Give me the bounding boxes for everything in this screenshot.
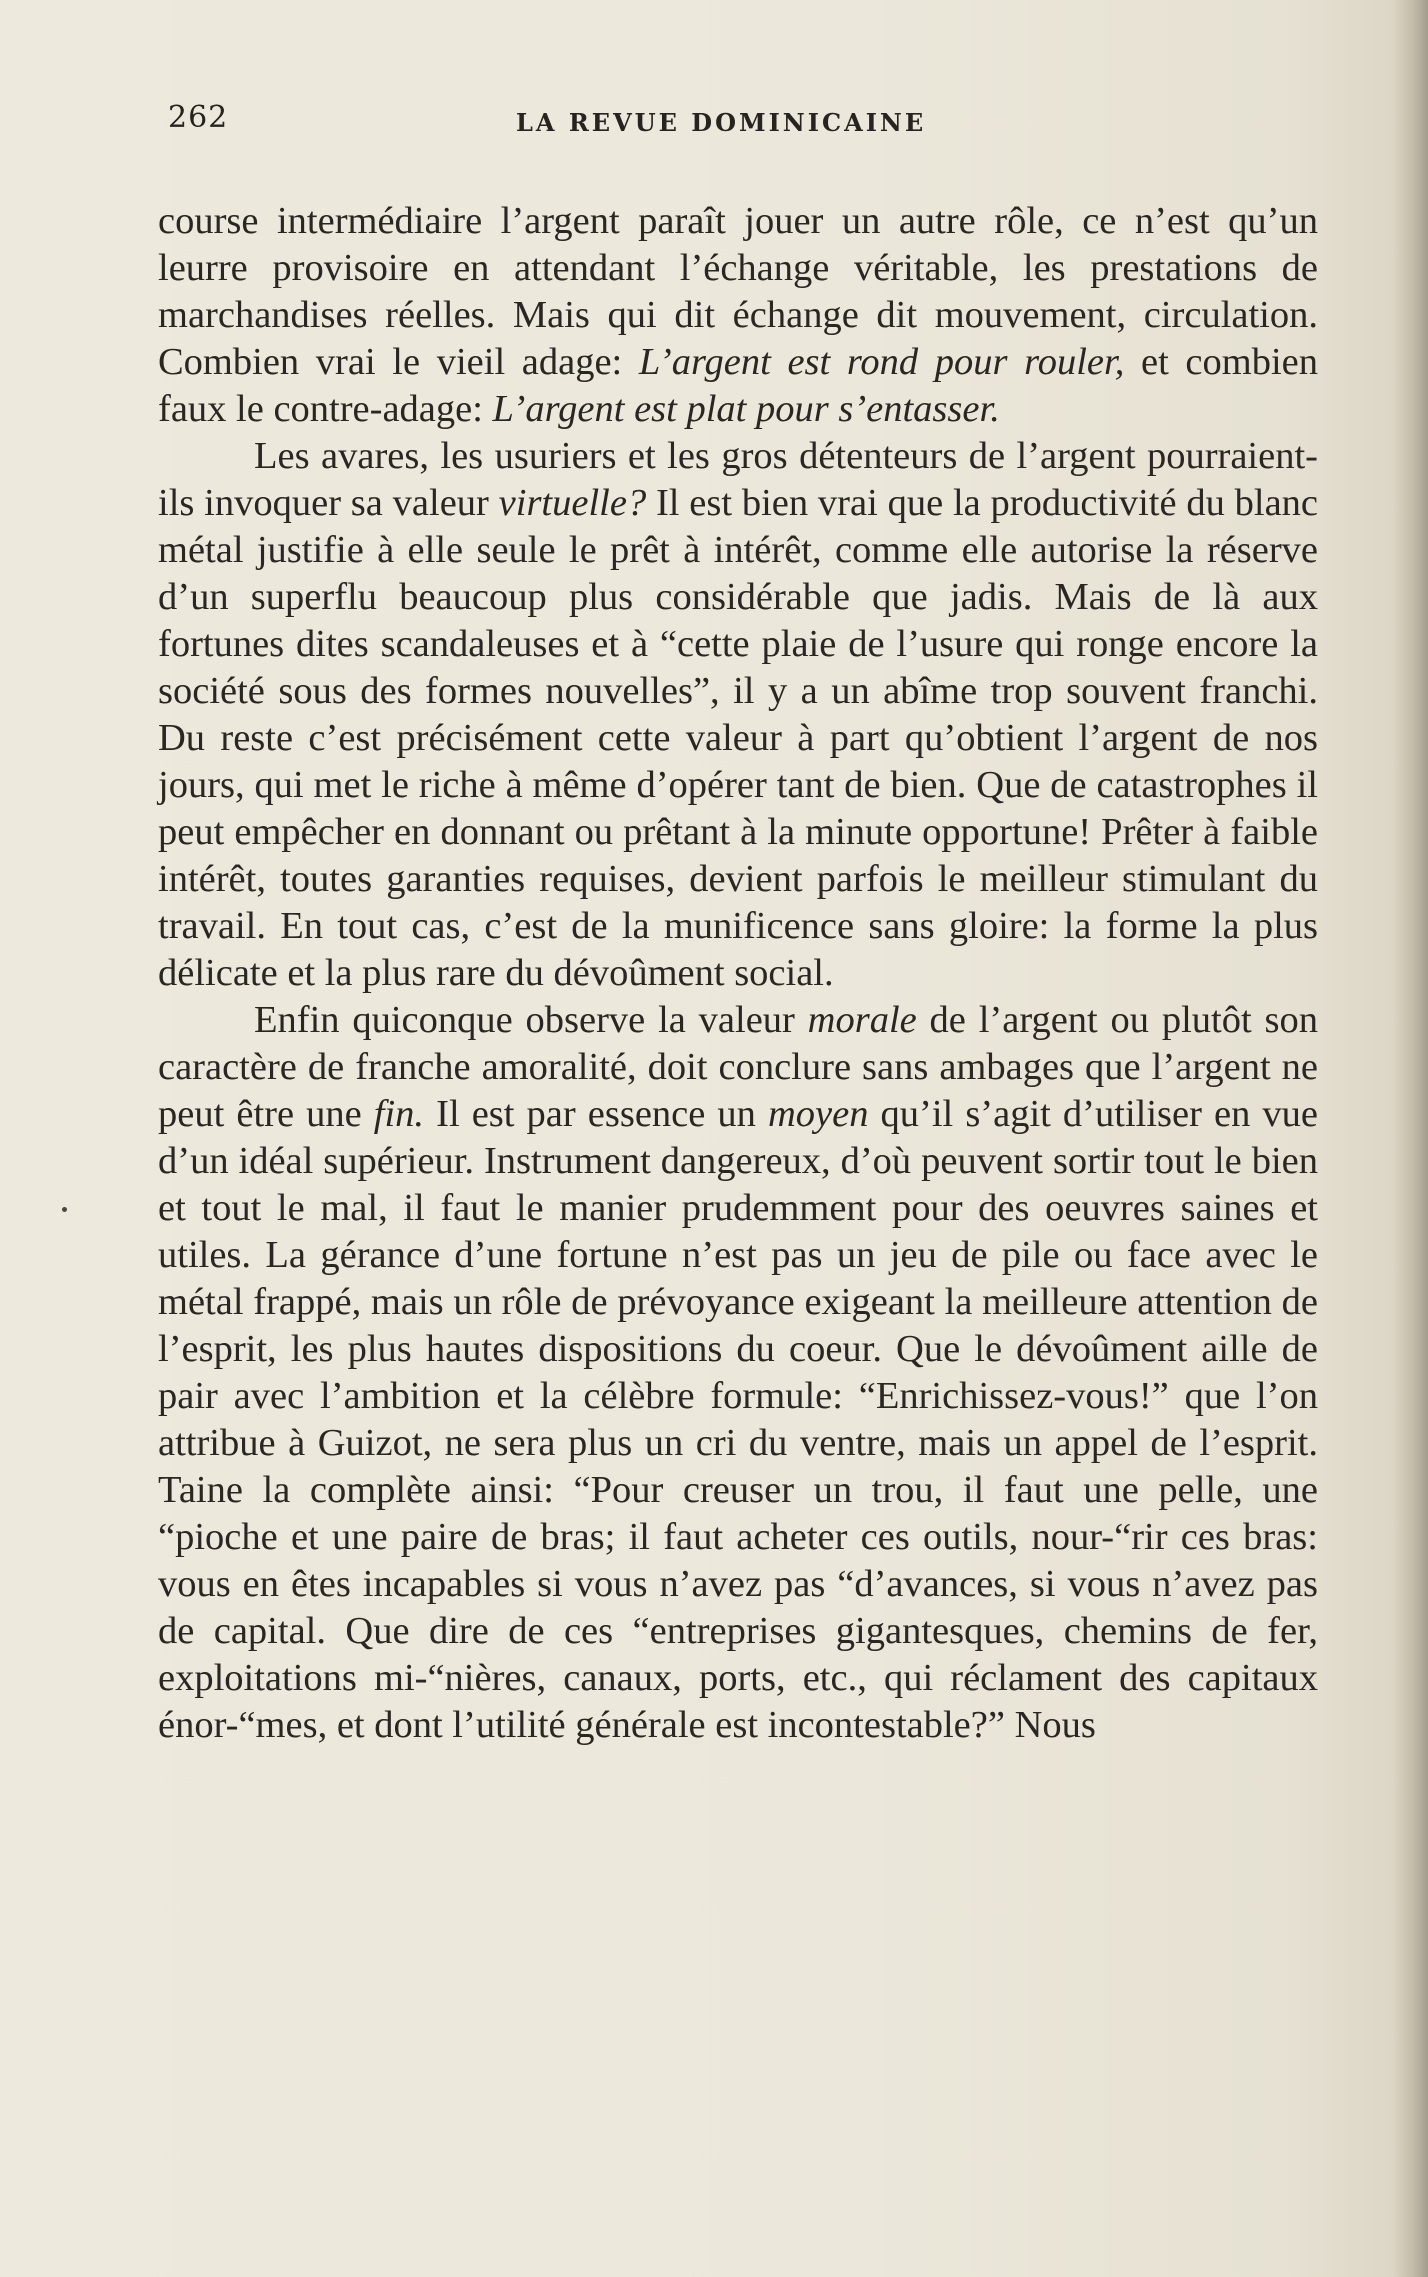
page-binding-shadow (1392, 0, 1428, 2277)
italic-text: L’argent est plat pour s’entasser. (492, 388, 1000, 430)
italic-text: morale (807, 999, 917, 1041)
italic-text: fin. (373, 1093, 425, 1135)
text-run: Les avares, les usuriers et les gros détenteurs de l’argent pourraient-ils invoquer sa valeur (158, 435, 1318, 524)
margin-mark (62, 1207, 67, 1212)
text-run: et combien faux le contre-adage: (158, 341, 1318, 430)
text-run: qu’il s’agit d’utiliser en vue d’un idéal supérieur. Instrument dangereux, d’où peuvent sortir tout le bien et tout le mal, il faut le manier prudemment pour des oeuvres saines et utiles. La gérance d’une fortune n’est pas un jeu de pile ou face avec le métal frappé, mais un rôle de prévoyance exigeant la meilleure attention de l’esprit, les plus hautes dispositions du coeur. Que le dévoûment aille de pair avec l’ambition et la célèbre formule: “Enrichissez-vous!” que l’on attribue à Guizot, ne sera plus un cri du ventre, mais un appel de l’esprit. Taine la complète ainsi: “Pour creuser un trou, il faut une pelle, une “pioche et une paire de bras; il faut acheter ces outils, nour-“rir ces bras: vous en êtes incapables si vous n’avez pas “d’avances, si vous n’avez pas de capital. Que dire de ces “entreprises gigantesques, chemins de fer, exploitations mi-“nières, canaux, ports, etc., qui réclament des capitaux énor-“mes, et dont l’utilité générale est incontestable?” Nous (158, 1093, 1318, 1746)
paragraph (158, 997, 1318, 1749)
paragraph (158, 433, 1318, 997)
text-run: course intermédiaire l’argent paraît jouer un autre rôle, ce n’est qu’un leurre provisoire en attendant l’échange véritable, les prestations de marchandises réelles. Mais qui dit échange dit mouvement, circulation. Combien vrai le vieil adage: (158, 200, 1318, 383)
article-body (158, 198, 1318, 1749)
page-header (168, 100, 1298, 152)
paragraph (158, 198, 1318, 433)
text-run: Il est par essence un (424, 1093, 768, 1135)
italic-text: moyen (767, 1093, 869, 1135)
italic-text: L’argent est rond pour rouler, (638, 341, 1125, 383)
text-run: Il est bien vrai que la productivité du blanc métal justifie à elle seule le prêt à intérêt, comme elle autorise la réserve d’un superflu beaucoup plus considérable que jadis. Mais de là aux fortunes dites scandaleuses et à “cette plaie de l’usure qui ronge encore la société sous des formes nouvelles”, il y a un abîme trop souvent franchi. Du reste c’est précisément cette valeur à part qu’obtient l’argent de nos jours, qui met le riche à même d’opérer tant de bien. Que de catastrophes il peut empêcher en donnant ou prêtant à la minute opportune! Prêter à faible intérêt, toutes garanties requises, devient parfois le meilleur stimulant du travail. En tout cas, c’est de la munificence sans gloire: la forme la plus délicate et la plus rare du dévoûment social. (158, 482, 1318, 994)
running-title: LA REVUE DOMINICAINE (516, 108, 927, 137)
italic-text: virtuelle? (498, 482, 647, 524)
text-run: de l’argent ou plutôt son caractère de franche amoralité, doit conclure sans ambages que l’argent ne peut être une (158, 999, 1318, 1135)
text-run: Enfin quiconque observe la valeur (254, 999, 808, 1041)
page-number: 262 (168, 100, 229, 135)
